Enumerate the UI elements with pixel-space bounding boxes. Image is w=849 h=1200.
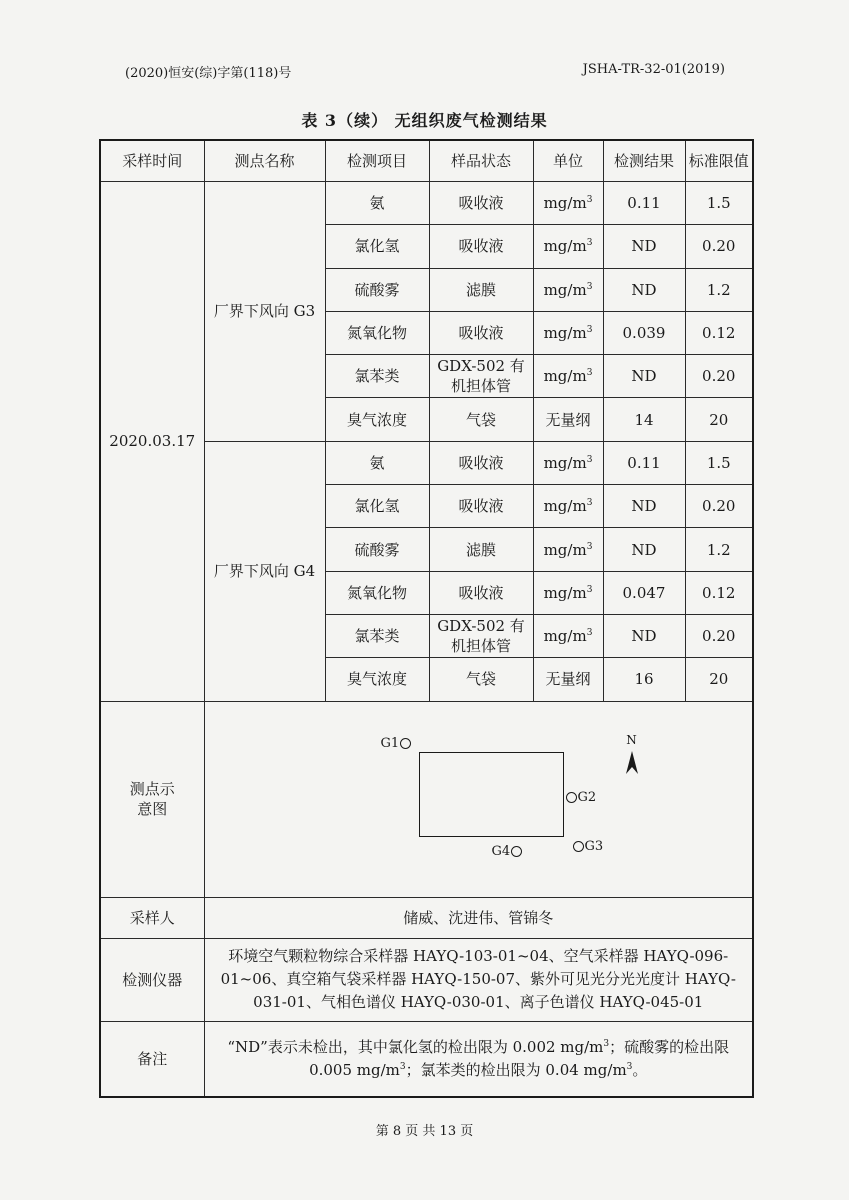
point-name: 厂界下风向 G3 (204, 182, 325, 442)
diagram-row (100, 701, 753, 897)
col-header: 单位 (533, 140, 603, 182)
item-cell: 氯苯类 (325, 614, 429, 657)
col-header: 样品状态 (429, 140, 533, 182)
unit-cell: $mg/m^3$ (533, 614, 603, 657)
limit-cell: 0.20 (685, 225, 753, 268)
limit-cell: 0.12 (685, 311, 753, 354)
item-cell: 氯化氢 (325, 485, 429, 528)
point-marker-icon (573, 841, 584, 852)
item-cell: 氨 (325, 182, 429, 225)
sampler-row (100, 897, 753, 938)
point-marker-icon (400, 738, 411, 749)
state-cell: 吸收液 (429, 182, 533, 225)
document-code: JSHA-TR-32-01(2019) (582, 62, 725, 77)
item-cell: 臭气浓度 (325, 398, 429, 441)
unit-cell: 无量纲 (533, 398, 603, 441)
plant-boundary (419, 752, 564, 837)
result-cell: 0.11 (603, 441, 685, 484)
unit-cell: $mg/m^3$ (533, 225, 603, 268)
results-table (99, 139, 754, 1098)
instruments-label: 检测仪器 (100, 938, 204, 1021)
state-cell: 气袋 (429, 658, 533, 701)
limit-cell: 1.2 (685, 528, 753, 571)
state-cell: 滤膜 (429, 268, 533, 311)
state-cell: 吸收液 (429, 485, 533, 528)
unit-cell: $mg/m^3$ (533, 268, 603, 311)
limit-cell: 20 (685, 658, 753, 701)
col-header: 检测结果 (603, 140, 685, 182)
state-cell: GDX-502 有机担体管 (429, 614, 533, 657)
unit-cell: $mg/m^3$ (533, 441, 603, 484)
state-cell: 滤膜 (429, 528, 533, 571)
result-cell: 0.047 (603, 571, 685, 614)
item-cell: 氮氧化物 (325, 571, 429, 614)
note-label: 备注 (100, 1021, 204, 1097)
state-cell: 吸收液 (429, 571, 533, 614)
result-cell: 14 (603, 398, 685, 441)
point-name: 厂界下风向 G4 (204, 441, 325, 701)
result-cell: 0.039 (603, 311, 685, 354)
point-g4: G4 (492, 842, 523, 862)
point-g2: G2 (566, 788, 597, 808)
state-cell: GDX-502 有机担体管 (429, 355, 533, 398)
result-cell: ND (603, 528, 685, 571)
result-cell: ND (603, 225, 685, 268)
unit-cell: $mg/m^3$ (533, 311, 603, 354)
instruments-row (100, 938, 753, 1021)
col-header: 检测项目 (325, 140, 429, 182)
col-header: 采样时间 (100, 140, 204, 182)
north-arrow-icon (625, 750, 639, 776)
result-cell: 0.11 (603, 182, 685, 225)
result-cell: ND (603, 355, 685, 398)
limit-cell: 1.5 (685, 182, 753, 225)
item-cell: 硫酸雾 (325, 268, 429, 311)
col-header: 标准限值 (685, 140, 753, 182)
item-cell: 氨 (325, 441, 429, 484)
header-row (100, 140, 753, 182)
instruments-list: 环境空气颗粒物综合采样器 HAYQ-103-01~04、空气采样器 HAYQ-096-01~06、真空箱气袋采样器 HAYQ-150-07、紫外可见光分光光度计 HAYQ-031-01、气相色谱仪 HAYQ-030-01、离子色谱仪 HAYQ-045-01 (204, 938, 753, 1021)
item-cell: 氯化氢 (325, 225, 429, 268)
point-g1: G1 (381, 734, 412, 754)
point-g3: G3 (573, 837, 604, 857)
table-title: 表 3（续） 无组织废气检测结果 (301, 111, 548, 130)
page-number: 第 8 页 共 13 页 (375, 1124, 474, 1139)
note-row (100, 1021, 753, 1097)
limit-cell: 0.20 (685, 614, 753, 657)
state-cell: 气袋 (429, 398, 533, 441)
item-cell: 臭气浓度 (325, 658, 429, 701)
table-row (100, 182, 753, 225)
limit-cell: 0.12 (685, 571, 753, 614)
item-cell: 硫酸雾 (325, 528, 429, 571)
note-text: “ND”表示未检出，其中氯化氢的检出限为 0.002 $mg/m^3$；硫酸雾的检出限 0.005 $mg/m^3$；氯苯类的检出限为 0.04 $mg/m^3$。 (204, 1021, 753, 1097)
sampling-date: 2020.03.17 (100, 182, 204, 702)
note-line2-start: 0.005 mg/m (309, 1060, 400, 1079)
point-marker-icon (566, 792, 577, 803)
item-cell: 氯苯类 (325, 355, 429, 398)
col-header: 测点名称 (204, 140, 325, 182)
result-cell: 16 (603, 658, 685, 701)
limit-cell: 1.5 (685, 441, 753, 484)
state-cell: 吸收液 (429, 311, 533, 354)
limit-cell: 0.20 (685, 485, 753, 528)
unit-cell: $mg/m^3$ (533, 355, 603, 398)
sampler-names: 储威、沈进伟、管锦冬 (204, 897, 753, 938)
unit-cell: $mg/m^3$ (533, 528, 603, 571)
result-cell: ND (603, 268, 685, 311)
limit-cell: 0.20 (685, 355, 753, 398)
point-marker-icon (511, 846, 522, 857)
north-arrow: N (625, 730, 639, 782)
sampler-label: 采样人 (100, 897, 204, 938)
report-number: (2020)恒安(综)字第(118)号 (125, 66, 292, 81)
diagram-label: 测点示意图 (100, 701, 204, 897)
result-cell: ND (603, 614, 685, 657)
limit-cell: 1.2 (685, 268, 753, 311)
limit-cell: 20 (685, 398, 753, 441)
unit-cell: $mg/m^3$ (533, 485, 603, 528)
unit-cell: $mg/m^3$ (533, 571, 603, 614)
state-cell: 吸收液 (429, 225, 533, 268)
unit-cell: $mg/m^3$ (533, 182, 603, 225)
item-cell: 氮氧化物 (325, 311, 429, 354)
unit-cell: 无量纲 (533, 658, 603, 701)
state-cell: 吸收液 (429, 441, 533, 484)
result-cell: ND (603, 485, 685, 528)
sampling-point-diagram (204, 701, 753, 897)
